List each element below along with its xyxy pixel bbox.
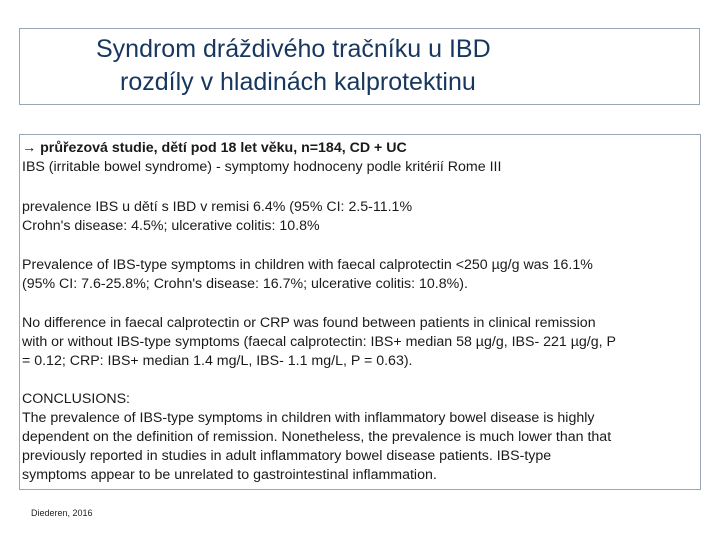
- paragraph-4-line-2: dependent on the definition of remission. Nonetheless, the prevalence is much lower than that: [22, 429, 612, 445]
- intro-subline: IBS (irritable bowel syndrome) - symptomy hodnoceny podle kritérií Rome III: [22, 159, 502, 175]
- paragraph-3-line-1: No difference in faecal calprotectin or CRP was found between patients in clinical remission: [22, 315, 596, 331]
- paragraph-1-line-2: Crohn's disease: 4.5%; ulcerative colitis: 10.8%: [22, 218, 320, 234]
- paragraph-4-line-3: previously reported in studies in adult inflammatory bowel disease patients. IBS-type: [22, 448, 552, 464]
- paragraph-2-line-2: (95% CI: 7.6-25.8%; Crohn's disease: 16.7%; ulcerative colitis: 10.8%).: [22, 276, 468, 292]
- slide-title-line-1: Syndrom dráždivého tračníku u IBD: [96, 35, 491, 63]
- slide-title-line-2: rozdíly v hladinách kalprotektinu: [120, 68, 476, 96]
- paragraph-3-line-2: with or without IBS-type symptoms (faecal calprotectin: IBS+ median 58 µg/g, IBS- 221 µg/g, P: [22, 334, 616, 350]
- paragraph-4-line-1: The prevalence of IBS-type symptoms in children with inflammatory bowel disease is highly: [22, 410, 595, 426]
- paragraph-2-line-1: Prevalence of IBS-type symptoms in children with faecal calprotectin <250 µg/g was 16.1%: [22, 257, 593, 273]
- paragraph-4-line-4: symptoms appear to be unrelated to gastrointestinal inflammation.: [22, 467, 437, 483]
- footer-citation: Diederen, 2016: [31, 508, 93, 518]
- slide-title-box: [19, 28, 700, 105]
- intro-line: → průřezová studie, dětí pod 18 let věku, n=184, CD + UC: [22, 140, 407, 156]
- paragraph-1-line-1: prevalence IBS u dětí s IBD v remisi 6.4% (95% CI: 2.5-11.1%: [22, 199, 413, 215]
- slide-content-box: [19, 134, 701, 490]
- conclusions-heading: CONCLUSIONS:: [22, 391, 130, 407]
- paragraph-3-line-3: = 0.12; CRP: IBS+ median 1.4 mg/L, IBS- 1.1 mg/L, P = 0.63).: [22, 353, 413, 369]
